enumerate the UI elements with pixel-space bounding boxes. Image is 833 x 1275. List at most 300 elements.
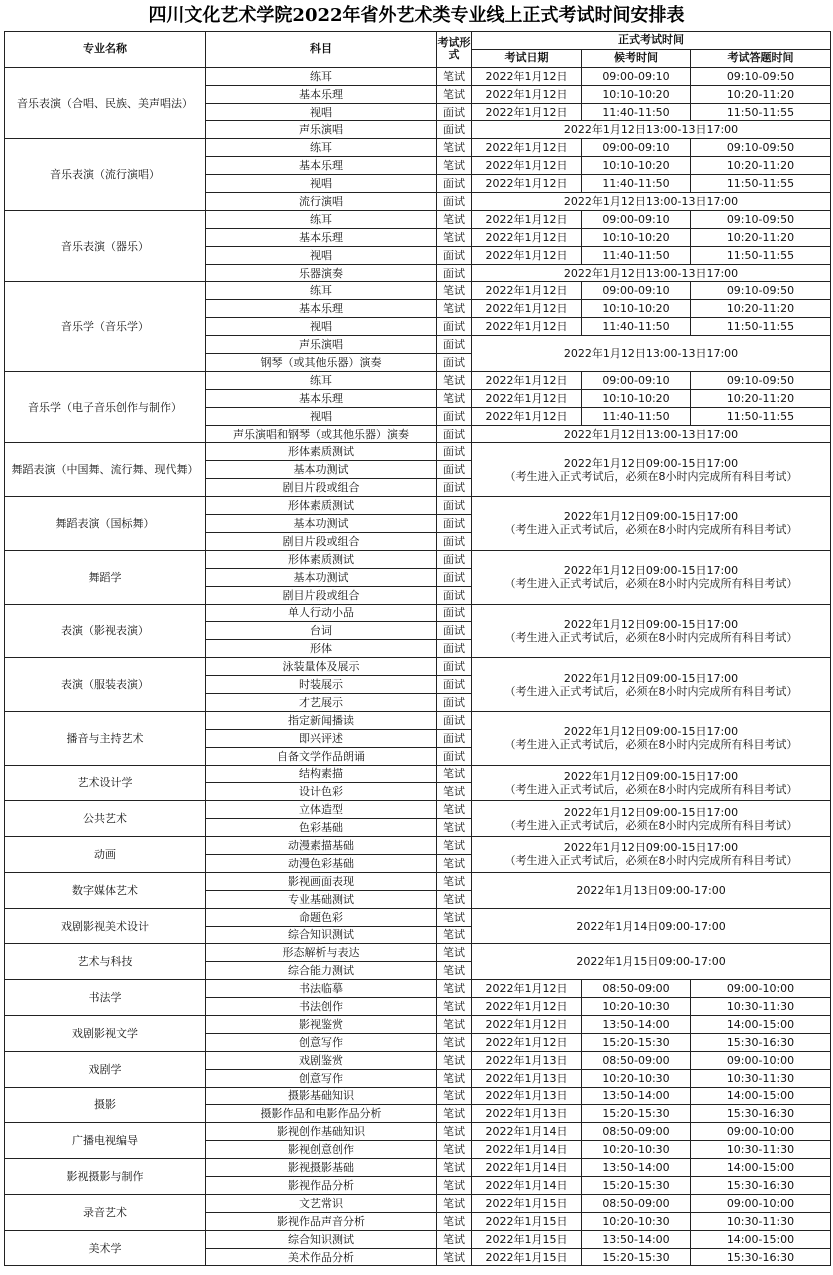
exam-form-cell: 笔试 [437,765,472,783]
exam-form-cell: 面试 [437,658,472,676]
wait-time-cell: 09:00-09:10 [582,139,691,157]
exam-form-cell: 笔试 [437,1033,472,1051]
major-name-cell: 影视摄影与制作 [5,1159,206,1195]
exam-form-cell: 笔试 [437,1159,472,1177]
exam-time-range: 2022年1月12日13:00-13日17:00 [563,427,739,441]
exam-form-cell: 笔试 [437,1248,472,1266]
exam-form-cell: 笔试 [437,980,472,998]
subject-cell: 综合能力测试 [206,962,437,980]
answer-time-cell: 10:30-11:30 [691,1141,831,1159]
exam-date-cell: 2022年1月12日 [472,210,582,228]
subject-cell: 影视作品分析 [206,1177,437,1195]
exam-form-cell: 笔试 [437,1051,472,1069]
exam-time-range: 2022年1月12日09:00-15日17:00 [563,769,739,783]
subject-cell: 动漫素描基础 [206,837,437,855]
table-row [5,371,831,389]
exam-note: （考生进入正式考试后，必须在8小时内完成所有科目考试） [504,782,798,796]
exam-form-cell: 笔试 [437,1105,472,1123]
exam-form-cell: 面试 [437,711,472,729]
subject-cell: 形体素质测试 [206,550,437,568]
exam-form-cell: 面试 [437,586,472,604]
exam-note: （考生进入正式考试后，必须在8小时内完成所有科目考试） [504,523,798,537]
subject-cell: 综合知识测试 [206,926,437,944]
exam-form-cell: 笔试 [437,998,472,1016]
subject-cell: 即兴评述 [206,729,437,747]
wait-time-cell: 13:50-14:00 [582,1230,691,1248]
subject-cell: 影视作品声音分析 [206,1212,437,1230]
wait-time-cell: 09:00-09:10 [582,282,691,300]
exam-form-cell: 笔试 [437,389,472,407]
header-answer: 考试答题时间 [691,49,831,67]
subject-cell: 影视摄影基础 [206,1159,437,1177]
exam-date-cell: 2022年1月15日 [472,1230,582,1248]
major-name-cell: 艺术设计学 [5,765,206,801]
subject-cell: 视唱 [206,103,437,121]
table-row [5,1230,831,1248]
subject-cell: 设计色彩 [206,783,437,801]
table-row [5,711,831,729]
major-name-cell: 音乐表演（器乐） [5,210,206,282]
answer-time-cell: 09:10-09:50 [691,371,831,389]
exam-date-cell: 2022年1月12日 [472,282,582,300]
exam-form-cell: 笔试 [437,962,472,980]
exam-form-cell: 面试 [437,336,472,354]
subject-cell: 立体造型 [206,801,437,819]
wait-time-cell: 13:50-14:00 [582,1087,691,1105]
exam-date-cell: 2022年1月13日 [472,1051,582,1069]
formal-time-span-cell [472,336,831,372]
exam-form-cell: 面试 [437,604,472,622]
subject-cell: 影视创意创作 [206,1141,437,1159]
exam-time-range: 2022年1月12日09:00-15日17:00 [563,725,739,739]
table-row [5,944,831,962]
answer-time-cell: 10:20-11:20 [691,85,831,103]
wait-time-cell: 11:40-11:50 [582,246,691,264]
exam-form-cell: 面试 [437,532,472,550]
table-row [5,765,831,783]
major-name-cell: 摄影 [5,1087,206,1123]
answer-time-cell: 10:30-11:30 [691,1212,831,1230]
major-name-cell: 音乐学（电子音乐创作与制作） [5,371,206,443]
wait-time-cell: 15:20-15:30 [582,1248,691,1266]
answer-time-cell: 10:20-11:20 [691,300,831,318]
formal-time-span-cell [472,443,831,497]
subject-cell: 基本乐理 [206,389,437,407]
table-row [5,1159,831,1177]
wait-time-cell: 11:40-11:50 [582,103,691,121]
exam-form-cell: 面试 [437,729,472,747]
exam-time-range: 2022年1月12日13:00-13日17:00 [563,123,739,137]
wait-time-cell: 08:50-09:00 [582,1123,691,1141]
answer-time-cell: 10:20-11:20 [691,389,831,407]
answer-time-cell: 09:00-10:00 [691,1051,831,1069]
formal-time-span-cell [472,872,831,908]
wait-time-cell: 10:10-10:20 [582,228,691,246]
exam-form-cell: 笔试 [437,1087,472,1105]
exam-date-cell: 2022年1月15日 [472,1212,582,1230]
answer-time-cell: 15:30-16:30 [691,1177,831,1195]
major-name-cell: 舞蹈表演（中国舞、流行舞、现代舞） [5,443,206,497]
exam-date-cell: 2022年1月12日 [472,371,582,389]
exam-form-cell: 笔试 [437,890,472,908]
answer-time-cell: 10:20-11:20 [691,228,831,246]
exam-form-cell: 笔试 [437,926,472,944]
exam-time-range: 2022年1月12日13:00-13日17:00 [563,266,739,280]
formal-time-span-cell [472,497,831,551]
subject-cell: 形体 [206,640,437,658]
answer-time-cell: 11:50-11:55 [691,318,831,336]
formal-time-span-cell [472,801,831,837]
wait-time-cell: 13:50-14:00 [582,1015,691,1033]
subject-cell: 形体素质测试 [206,497,437,515]
exam-note: （考生进入正式考试后，必须在8小时内完成所有科目考试） [504,577,798,591]
subject-cell: 基本乐理 [206,228,437,246]
major-name-cell: 录音艺术 [5,1194,206,1230]
exam-form-cell: 笔试 [437,872,472,890]
formal-time-span-cell [472,837,831,873]
subject-cell: 摄影基础知识 [206,1087,437,1105]
table-body [5,67,831,1266]
header-major: 专业名称 [5,32,206,68]
exam-date-cell: 2022年1月12日 [472,175,582,193]
subject-cell: 书法创作 [206,998,437,1016]
subject-cell: 自备文学作品朗诵 [206,747,437,765]
exam-note: （考生进入正式考试后，必须在8小时内完成所有科目考试） [504,738,798,752]
subject-cell: 摄影作品和电影作品分析 [206,1105,437,1123]
table-row [5,980,831,998]
wait-time-cell: 08:50-09:00 [582,980,691,998]
subject-cell: 流行演唱 [206,193,437,211]
exam-date-cell: 2022年1月14日 [472,1141,582,1159]
table-row [5,443,831,461]
subject-cell: 结构素描 [206,765,437,783]
exam-form-cell: 笔试 [437,1194,472,1212]
subject-cell: 单人行动小品 [206,604,437,622]
major-name-cell: 公共艺术 [5,801,206,837]
subject-cell: 泳装量体及展示 [206,658,437,676]
exam-form-cell: 笔试 [437,85,472,103]
table-row [5,550,831,568]
answer-time-cell: 09:10-09:50 [691,282,831,300]
formal-time-span-cell [472,658,831,712]
exam-time-range: 2022年1月12日09:00-15日17:00 [563,841,739,855]
exam-schedule-table [4,31,831,1266]
exam-note: （考生进入正式考试后，必须在8小时内完成所有科目考试） [504,818,798,832]
wait-time-cell: 10:10-10:20 [582,389,691,407]
answer-time-cell: 11:50-11:55 [691,407,831,425]
wait-time-cell: 08:50-09:00 [582,1194,691,1212]
major-name-cell: 戏剧影视美术设计 [5,908,206,944]
exam-form-cell: 面试 [437,264,472,282]
exam-time-range: 2022年1月12日09:00-15日17:00 [563,617,739,631]
subject-cell: 综合知识测试 [206,1230,437,1248]
answer-time-cell: 15:30-16:30 [691,1105,831,1123]
header-date: 考试日期 [472,49,582,67]
subject-cell: 练耳 [206,371,437,389]
exam-date-cell: 2022年1月12日 [472,300,582,318]
table-row [5,801,831,819]
exam-form-cell: 面试 [437,461,472,479]
subject-cell: 创意写作 [206,1033,437,1051]
table-row [5,67,831,85]
exam-form-cell: 笔试 [437,371,472,389]
exam-date-cell: 2022年1月12日 [472,1033,582,1051]
subject-cell: 剧目片段或组合 [206,479,437,497]
exam-form-cell: 面试 [437,407,472,425]
wait-time-cell: 13:50-14:00 [582,1159,691,1177]
table-row [5,604,831,622]
subject-cell: 戏剧鉴赏 [206,1051,437,1069]
exam-time-range: 2022年1月12日09:00-15日17:00 [563,671,739,685]
answer-time-cell: 14:00-15:00 [691,1159,831,1177]
exam-form-cell: 笔试 [437,228,472,246]
exam-form-cell: 笔试 [437,1177,472,1195]
answer-time-cell: 10:30-11:30 [691,1069,831,1087]
wait-time-cell: 11:40-11:50 [582,407,691,425]
exam-time-range: 2022年1月15日09:00-17:00 [576,955,726,969]
subject-cell: 声乐演唱 [206,121,437,139]
exam-time-range: 2022年1月12日09:00-15日17:00 [563,805,739,819]
wait-time-cell: 11:40-11:50 [582,318,691,336]
subject-cell: 基本乐理 [206,85,437,103]
major-name-cell: 音乐表演（合唱、民族、美声唱法） [5,67,206,139]
subject-cell: 剧目片段或组合 [206,532,437,550]
answer-time-cell: 09:10-09:50 [691,139,831,157]
formal-time-span-cell [472,908,831,944]
exam-form-cell: 笔试 [437,157,472,175]
answer-time-cell: 14:00-15:00 [691,1087,831,1105]
exam-date-cell: 2022年1月12日 [472,103,582,121]
subject-cell: 动漫色彩基础 [206,854,437,872]
wait-time-cell: 10:20-10:30 [582,1141,691,1159]
exam-date-cell: 2022年1月12日 [472,998,582,1016]
exam-date-cell: 2022年1月13日 [472,1069,582,1087]
table-row [5,1194,831,1212]
exam-date-cell: 2022年1月12日 [472,1015,582,1033]
exam-time-range: 2022年1月14日09:00-17:00 [576,919,726,933]
exam-time-range: 2022年1月12日13:00-13日17:00 [563,347,739,361]
exam-date-cell: 2022年1月12日 [472,246,582,264]
formal-time-span-cell [472,765,831,801]
table-row [5,1087,831,1105]
subject-cell: 剧目片段或组合 [206,586,437,604]
formal-time-span-cell [472,264,831,282]
subject-cell: 形态解析与表达 [206,944,437,962]
exam-form-cell: 面试 [437,103,472,121]
table-row [5,1123,831,1141]
subject-cell: 钢琴（或其他乐器）演奏 [206,354,437,372]
major-name-cell: 广播电视编导 [5,1123,206,1159]
exam-form-cell: 笔试 [437,1212,472,1230]
exam-form-cell: 面试 [437,121,472,139]
answer-time-cell: 09:00-10:00 [691,980,831,998]
answer-time-cell: 15:30-16:30 [691,1248,831,1266]
subject-cell: 影视画面表现 [206,872,437,890]
subject-cell: 练耳 [206,139,437,157]
exam-time-range: 2022年1月12日09:00-15日17:00 [563,456,739,470]
exam-form-cell: 面试 [437,425,472,443]
exam-date-cell: 2022年1月12日 [472,85,582,103]
major-name-cell: 数字媒体艺术 [5,872,206,908]
exam-date-cell: 2022年1月15日 [472,1194,582,1212]
table-row [5,282,831,300]
exam-form-cell: 面试 [437,497,472,515]
exam-note: （考生进入正式考试后，必须在8小时内完成所有科目考试） [504,630,798,644]
exam-form-cell: 面试 [437,354,472,372]
exam-form-cell: 面试 [437,747,472,765]
exam-form-cell: 笔试 [437,837,472,855]
wait-time-cell: 10:10-10:20 [582,300,691,318]
subject-cell: 基本乐理 [206,300,437,318]
subject-cell: 命题色彩 [206,908,437,926]
major-name-cell: 播音与主持艺术 [5,711,206,765]
exam-form-cell: 面试 [437,622,472,640]
answer-time-cell: 09:10-09:50 [691,67,831,85]
answer-time-cell: 10:20-11:20 [691,157,831,175]
subject-cell: 色彩基础 [206,819,437,837]
exam-form-cell: 笔试 [437,1069,472,1087]
subject-cell: 基本功测试 [206,515,437,533]
exam-form-cell: 面试 [437,640,472,658]
exam-note: （考生进入正式考试后，必须在8小时内完成所有科目考试） [504,854,798,868]
wait-time-cell: 10:20-10:30 [582,1212,691,1230]
exam-form-cell: 面试 [437,175,472,193]
exam-form-cell: 笔试 [437,854,472,872]
subject-cell: 书法临摹 [206,980,437,998]
exam-form-cell: 笔试 [437,783,472,801]
exam-form-cell: 面试 [437,515,472,533]
answer-time-cell: 09:10-09:50 [691,210,831,228]
wait-time-cell: 09:00-09:10 [582,210,691,228]
major-name-cell: 舞蹈学 [5,550,206,604]
major-name-cell: 戏剧影视文学 [5,1015,206,1051]
exam-date-cell: 2022年1月12日 [472,139,582,157]
exam-time-range: 2022年1月13日09:00-17:00 [576,883,726,897]
subject-cell: 视唱 [206,318,437,336]
answer-time-cell: 11:50-11:55 [691,175,831,193]
subject-cell: 乐器演奏 [206,264,437,282]
subject-cell: 练耳 [206,210,437,228]
subject-cell: 影视鉴赏 [206,1015,437,1033]
subject-cell: 创意写作 [206,1069,437,1087]
table-row [5,497,831,515]
answer-time-cell: 15:30-16:30 [691,1033,831,1051]
subject-cell: 影视创作基础知识 [206,1123,437,1141]
exam-form-cell: 笔试 [437,1230,472,1248]
exam-form-cell: 面试 [437,693,472,711]
subject-cell: 基本乐理 [206,157,437,175]
exam-date-cell: 2022年1月12日 [472,980,582,998]
answer-time-cell: 09:00-10:00 [691,1194,831,1212]
major-name-cell: 音乐表演（流行演唱） [5,139,206,211]
exam-form-cell: 面试 [437,676,472,694]
wait-time-cell: 15:20-15:30 [582,1033,691,1051]
table-row [5,658,831,676]
major-name-cell: 书法学 [5,980,206,1016]
exam-date-cell: 2022年1月12日 [472,228,582,246]
table-row [5,908,831,926]
wait-time-cell: 10:20-10:30 [582,1069,691,1087]
exam-date-cell: 2022年1月14日 [472,1159,582,1177]
formal-time-span-cell [472,550,831,604]
exam-date-cell: 2022年1月12日 [472,157,582,175]
wait-time-cell: 10:10-10:20 [582,157,691,175]
wait-time-cell: 09:00-09:10 [582,371,691,389]
answer-time-cell: 09:00-10:00 [691,1123,831,1141]
answer-time-cell: 14:00-15:00 [691,1230,831,1248]
subject-cell: 声乐演唱 [206,336,437,354]
exam-form-cell: 面试 [437,246,472,264]
exam-form-cell: 笔试 [437,944,472,962]
wait-time-cell: 15:20-15:30 [582,1105,691,1123]
subject-cell: 指定新闻播读 [206,711,437,729]
exam-form-cell: 笔试 [437,819,472,837]
subject-cell: 专业基础测试 [206,890,437,908]
exam-form-cell: 面试 [437,443,472,461]
exam-form-cell: 面试 [437,550,472,568]
exam-form-cell: 笔试 [437,139,472,157]
wait-time-cell: 10:20-10:30 [582,998,691,1016]
formal-time-span-cell [472,711,831,765]
wait-time-cell: 15:20-15:30 [582,1177,691,1195]
subject-cell: 练耳 [206,282,437,300]
wait-time-cell: 09:00-09:10 [582,67,691,85]
exam-time-range: 2022年1月12日09:00-15日17:00 [563,510,739,524]
exam-form-cell: 笔试 [437,210,472,228]
subject-cell: 美术作品分析 [206,1248,437,1266]
major-name-cell: 舞蹈表演（国标舞） [5,497,206,551]
table-header [5,32,831,68]
major-name-cell: 动画 [5,837,206,873]
answer-time-cell: 10:30-11:30 [691,998,831,1016]
exam-note: （考生进入正式考试后，必须在8小时内完成所有科目考试） [504,469,798,483]
subject-cell: 才艺展示 [206,693,437,711]
exam-date-cell: 2022年1月15日 [472,1248,582,1266]
subject-cell: 视唱 [206,407,437,425]
subject-cell: 视唱 [206,175,437,193]
major-name-cell: 艺术与科技 [5,944,206,980]
exam-form-cell: 面试 [437,568,472,586]
exam-date-cell: 2022年1月12日 [472,67,582,85]
subject-cell: 基本功测试 [206,568,437,586]
answer-time-cell: 11:50-11:55 [691,103,831,121]
table-row [5,1051,831,1069]
exam-date-cell: 2022年1月13日 [472,1105,582,1123]
major-name-cell: 音乐学（音乐学） [5,282,206,371]
exam-date-cell: 2022年1月14日 [472,1123,582,1141]
subject-cell: 声乐演唱和钢琴（或其他乐器）演奏 [206,425,437,443]
answer-time-cell: 14:00-15:00 [691,1015,831,1033]
exam-form-cell: 笔试 [437,1123,472,1141]
subject-cell: 时装展示 [206,676,437,694]
formal-time-span-cell [472,604,831,658]
exam-date-cell: 2022年1月14日 [472,1177,582,1195]
subject-cell: 基本功测试 [206,461,437,479]
exam-form-cell: 笔试 [437,300,472,318]
table-row [5,210,831,228]
subject-cell: 视唱 [206,246,437,264]
table-row [5,872,831,890]
formal-time-span-cell [472,193,831,211]
wait-time-cell: 11:40-11:50 [582,175,691,193]
header-wait: 候考时间 [582,49,691,67]
exam-form-cell: 笔试 [437,1141,472,1159]
table-row [5,139,831,157]
formal-time-span-cell [472,121,831,139]
major-name-cell: 表演（服装表演） [5,658,206,712]
major-name-cell: 美术学 [5,1230,206,1266]
table-row [5,1015,831,1033]
